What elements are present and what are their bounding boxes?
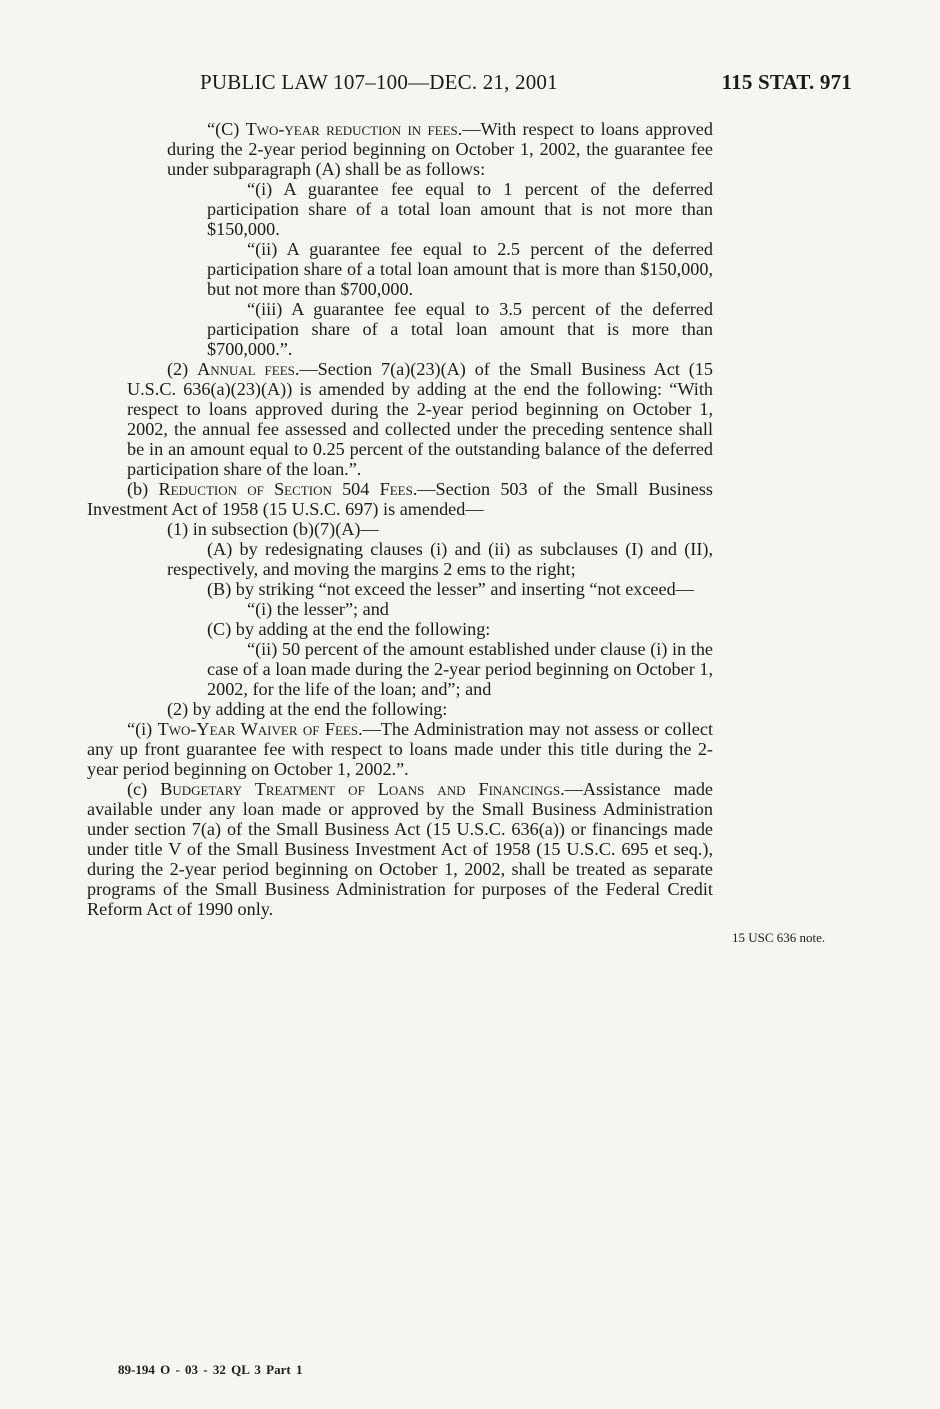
clause-b-B-i: “(i) the lesser”; and [247, 599, 389, 619]
clause-c-ii: “(ii) A guarantee fee equal to 2.5 percent of the deferred participation share of a total loan amount that is more than $150,000, but not more than $700,000. [207, 239, 713, 299]
running-head-title: PUBLIC LAW 107–100—DEC. 21, 2001 [200, 70, 558, 94]
heading-annual-fees: Annual fees [197, 359, 295, 379]
document-body [87, 119, 713, 919]
paragraph-c-two-year-reduction: “(C) Two-year reduction in fees.—With respect to loans approved during the 2-year period beginning on October 1, 2002, the guarantee fee under subparagraph (A) shall be as follows: [167, 119, 713, 179]
stat-page-number: 115 STAT. 971 [721, 70, 852, 94]
paragraph-b-1: (1) in subsection (b)(7)(A)— [167, 519, 379, 539]
clause-c-i: “(i) A guarantee fee equal to 1 percent of the deferred participation share of a total loan amount that is not more than $150,000. [207, 179, 713, 239]
section-c-budgetary-treatment: (c) Budgetary Treatment of Loans and Financings.—Assistance made available under any loan made or approved by the Small Business Administration under section 7(a) of the Small Business Act (15 U.S.C. 636(a)) or financings made under title V of the Small Business Investment Act of 1958 (15 U.S.C. 695 et seq.), during the 2-year period beginning on October 1, 2002, shall be treated as separate programs of the Small Business Administration for purposes of the Federal Credit Reform Act of 1990 only. [87, 779, 714, 919]
margin-note-usc-citation: 15 USC 636 note. [732, 930, 826, 945]
heading-two-year-waiver: Two-Year Waiver of Fees [157, 719, 359, 739]
subparagraph-b-C: (C) by adding at the end the following: [207, 619, 491, 639]
page-header [0, 70, 940, 100]
page-footer-print-code: 89-194 O - 03 - 32 QL 3 Part 1 [118, 1362, 303, 1377]
paragraph-2-annual-fees: (2) Annual fees.—Section 7(a)(23)(A) of the Small Business Act (15 U.S.C. 636(a)(23)(A)) is amended by adding at the end the following: “With respect to loans approved during the 2-year period beginning on October 1, 2002, the annual fee assessed and collected under the preceding sentence shall be in an amount equal to 0.25 percent of the outstanding balance of the deferred participation share of the loan.”. [127, 359, 713, 479]
subparagraph-b-B: (B) by striking “not exceed the lesser” and inserting “not exceed— [207, 579, 694, 599]
heading-budgetary-treatment: Budgetary Treatment of Loans and Financings [160, 779, 561, 799]
heading-two-year-reduction: Two-year reduction in fees [245, 119, 458, 139]
section-b-reduction-504-fees: (b) Reduction of Section 504 Fees.—Section 503 of the Small Business Investment Act of 1958 (15 U.S.C. 697) is amended— [87, 479, 713, 519]
clause-b-C-ii: “(ii) 50 percent of the amount established under clause (i) in the case of a loan made during the 2-year period beginning on October 1, 2002, for the life of the loan; and”; and [207, 639, 713, 699]
clause-c-iii: “(iii) A guarantee fee equal to 3.5 percent of the deferred participation share of a total loan amount that is more than $700,000.”. [207, 299, 713, 359]
clause-b-i-two-year-waiver: “(i) Two-Year Waiver of Fees.—The Administration may not assess or collect any up front guarantee fee with respect to loans made under this title during the 2-year period beginning on October 1, 2002.”. [87, 719, 714, 779]
paragraph-b-2: (2) by adding at the end the following: [167, 699, 448, 719]
subparagraph-b-A: (A) by redesignating clauses (i) and (ii) as subclauses (I) and (II), respectively, and moving the margins 2 ems to the right; [167, 539, 713, 579]
heading-reduction-504-fees: Reduction of Section 504 Fees [158, 479, 413, 499]
